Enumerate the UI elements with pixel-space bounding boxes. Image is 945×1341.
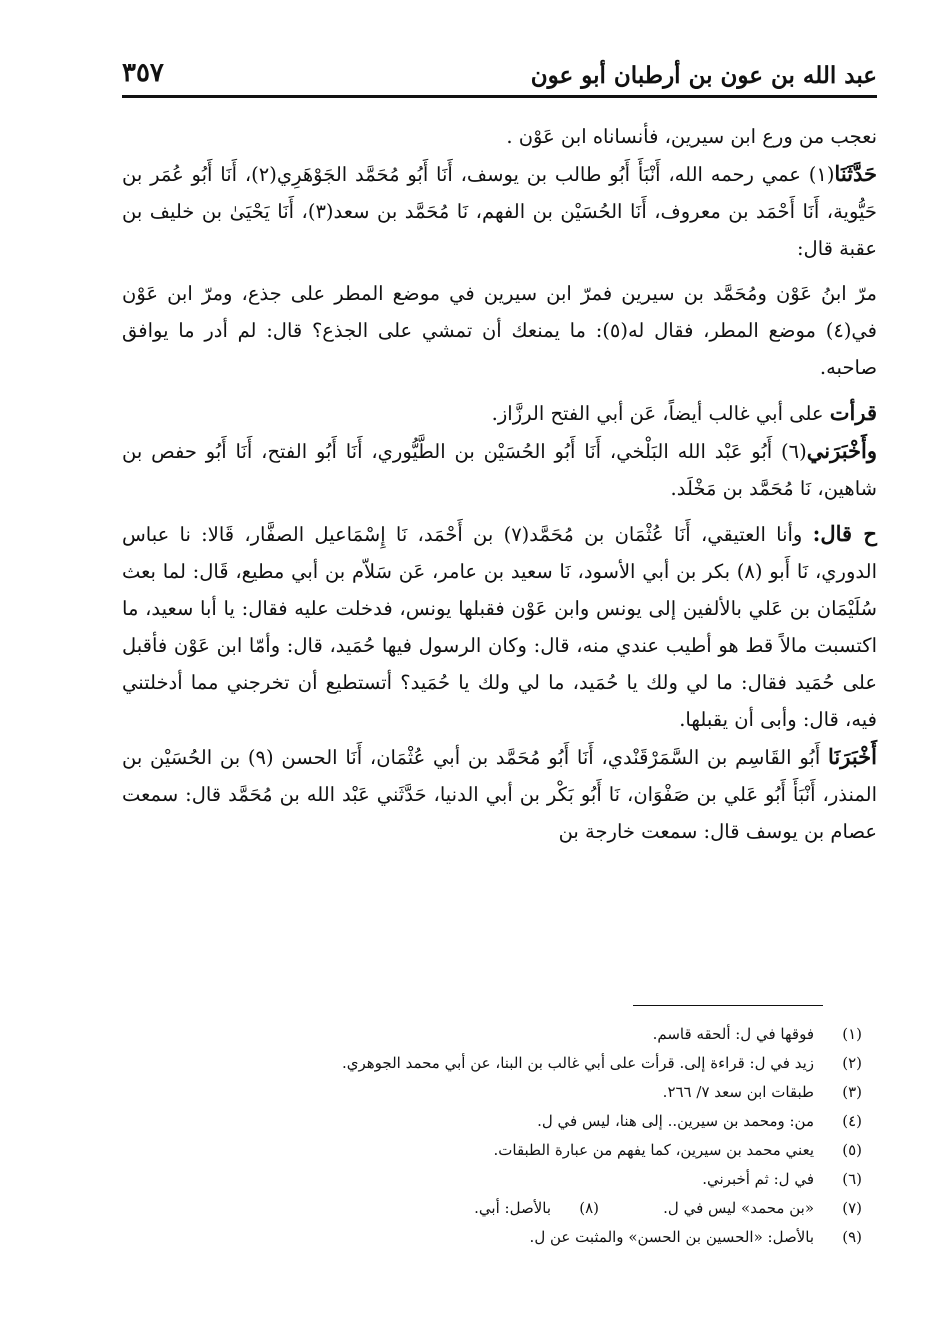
paragraph-6-text: وأنا العتيقي، أَنَا عُثْمَان بن مُحَمَّد(٧) بن أَحْمَد، نَا إِسْمَاعيل الصفَّار، قَالا: نا عباس الدوري، نَا أَبو (٨) بكر بن أبي الأسود، نَا سعيد بن عامر، عَن سَلاّم بن أبي مطيع، قَال: لما بعث سُلَيْمَان بن عَلي بالألفين إلى يونس وابن عَوْن فقبلها يونس، فدخلت عليه فقال: يا أبا سعيد، ما اكتسبت مالاً قط هو أطيب عندي منه، قال: وكان الرسول فيها حُمَيد، قال: وأمّا ابن عَوْن فأقبل على حُمَيد فقال: ما لي ولك يا حُمَيد، ما لي ولك يا حُمَيد؟ أتستطيع أن تخرجني مما أدخلتني فيه، قال: وأبى أن يقبلها. — [122, 523, 877, 731]
footnote-number: (٨) — [579, 1199, 599, 1217]
paragraph-2-lead: حَدَّثَنَا — [834, 161, 878, 186]
footnote-number: (١) — [842, 1025, 862, 1043]
paragraph-4 — [122, 394, 877, 432]
footnotes — [150, 1020, 862, 1252]
paragraph-6 — [122, 515, 877, 738]
footnote-text: بالأصل: «الحسين بن الحسن» والمثبت عن ل. — [529, 1228, 814, 1246]
footnote-number: (٣) — [842, 1083, 862, 1101]
footnote-text: «بن محمد» ليس في ل. — [663, 1199, 814, 1217]
main-text — [122, 118, 877, 850]
footnote-3 — [150, 1078, 862, 1107]
footnote-5 — [150, 1136, 862, 1165]
page-number: ٣٥٧ — [122, 58, 164, 88]
header-rule — [122, 95, 877, 98]
footnote-text: من: ومحمد بن سيرين.. إلى هنا، ليس في ل. — [537, 1112, 814, 1130]
page-header — [122, 50, 877, 98]
paragraph-7 — [122, 738, 877, 850]
footnote-2 — [150, 1049, 862, 1078]
footnote-4 — [150, 1107, 862, 1136]
footnote-9 — [150, 1223, 862, 1252]
running-title: عبد الله بن عون بن أرطبان أبو عون — [530, 62, 877, 89]
footnote-text: في ل: ثم أخبرني. — [702, 1170, 814, 1188]
footnote-7-8-row — [150, 1194, 862, 1223]
footnote-number: (٥) — [842, 1141, 862, 1159]
paragraph-4-lead: قرأت — [829, 400, 877, 425]
footnote-text: فوقها في ل: ألحقه قاسم. — [652, 1025, 814, 1043]
paragraph-1: نعجب من ورع ابن سيرين، فأنساناه ابن عَوْن . — [506, 125, 877, 148]
footnote-text: بالأصل: أبي. — [474, 1199, 551, 1217]
paragraph-5-lead: وأَخْبَرَني — [806, 438, 877, 463]
paragraph-3: مرّ ابنُ عَوْن ومُحَمَّد بن سيرين فمرّ ابن سيرين في موضع المطر على جذع، ومرّ ابن عَوْن في(٤) موضع المطر، فقال له(٥): ما يمنعك أن تمشي على الجذع؟ قال: لم أدر ما يوافق صاحبه. — [122, 282, 877, 379]
footnote-6 — [150, 1165, 862, 1194]
footnote-number: (٢) — [842, 1054, 862, 1072]
paragraph-6-lead: ح قال: — [812, 521, 877, 546]
footnote-separator — [633, 1005, 823, 1006]
footnote-number: (٩) — [842, 1228, 862, 1246]
paragraph-7-lead: أَخْبَرَنَا — [828, 744, 877, 769]
footnote-text: طبقات ابن سعد ٧/ ٢٦٦. — [662, 1083, 814, 1101]
footnote-text: زيد في ل: قراءة إلى. قرأت على أبي غالب بن البنا، عن أبي محمد الجوهري. — [341, 1054, 814, 1072]
paragraph-5-text: (٦) أَبُو عَبْد الله البَلْخي، أَنَا أَبُو الحُسَيْن بن الطَّيُّوري، أَنَا أَبُو الفتح، أَنَا أَبُو حفص بن شاهين، نَا مُحَمَّد بن مَخْلَد. — [122, 440, 877, 500]
footnote-number: (٤) — [842, 1112, 862, 1130]
footnote-text: يعني محمد بن سيرين، كما يفهم من عبارة الطبقات. — [493, 1141, 814, 1159]
paragraph-2-text: (١) عمي رحمه الله، أَنْبَأَ أَبُو طالب بن يوسف، أَنَا أَبُو مُحَمَّد الجَوْهَرِي(٢)، أَنَا أَبُو عُمَر بن حَيُّوية، أَنَا أَحْمَد بن معروف، أَنَا الحُسَيْن بن الفهم، نَا مُحَمَّد بن سعد(٣)، أَنَا يَحْيَىٰ بن خليف بن عقبة قال: — [122, 163, 877, 260]
paragraph-5 — [122, 432, 877, 507]
paragraph-2 — [122, 155, 877, 267]
footnote-1 — [150, 1020, 862, 1049]
footnote-number: (٧) — [842, 1199, 862, 1217]
footnote-number: (٦) — [842, 1170, 862, 1188]
paragraph-4-text: على أبي غالب أيضاً، عَن أبي الفتح الرزَّاز. — [491, 402, 830, 425]
paragraph-7-text: أَبُو القَاسِم بن السَّمَرْقَنْدي، أَنَا أَبُو مُحَمَّد بن أبي عُثْمَان، أَنَا الحسن (٩) بن الحُسَيْن بن المنذر، أَنْبَأَ أَبُو عَلي بن صَفْوَان، نَا أَبُو بَكْر بن أبي الدنيا، حَدَّثَني عَبْد الله بن مُحَمَّد قال: سمعت عصام بن يوسف قال: سمعت خارجة بن — [122, 746, 877, 843]
